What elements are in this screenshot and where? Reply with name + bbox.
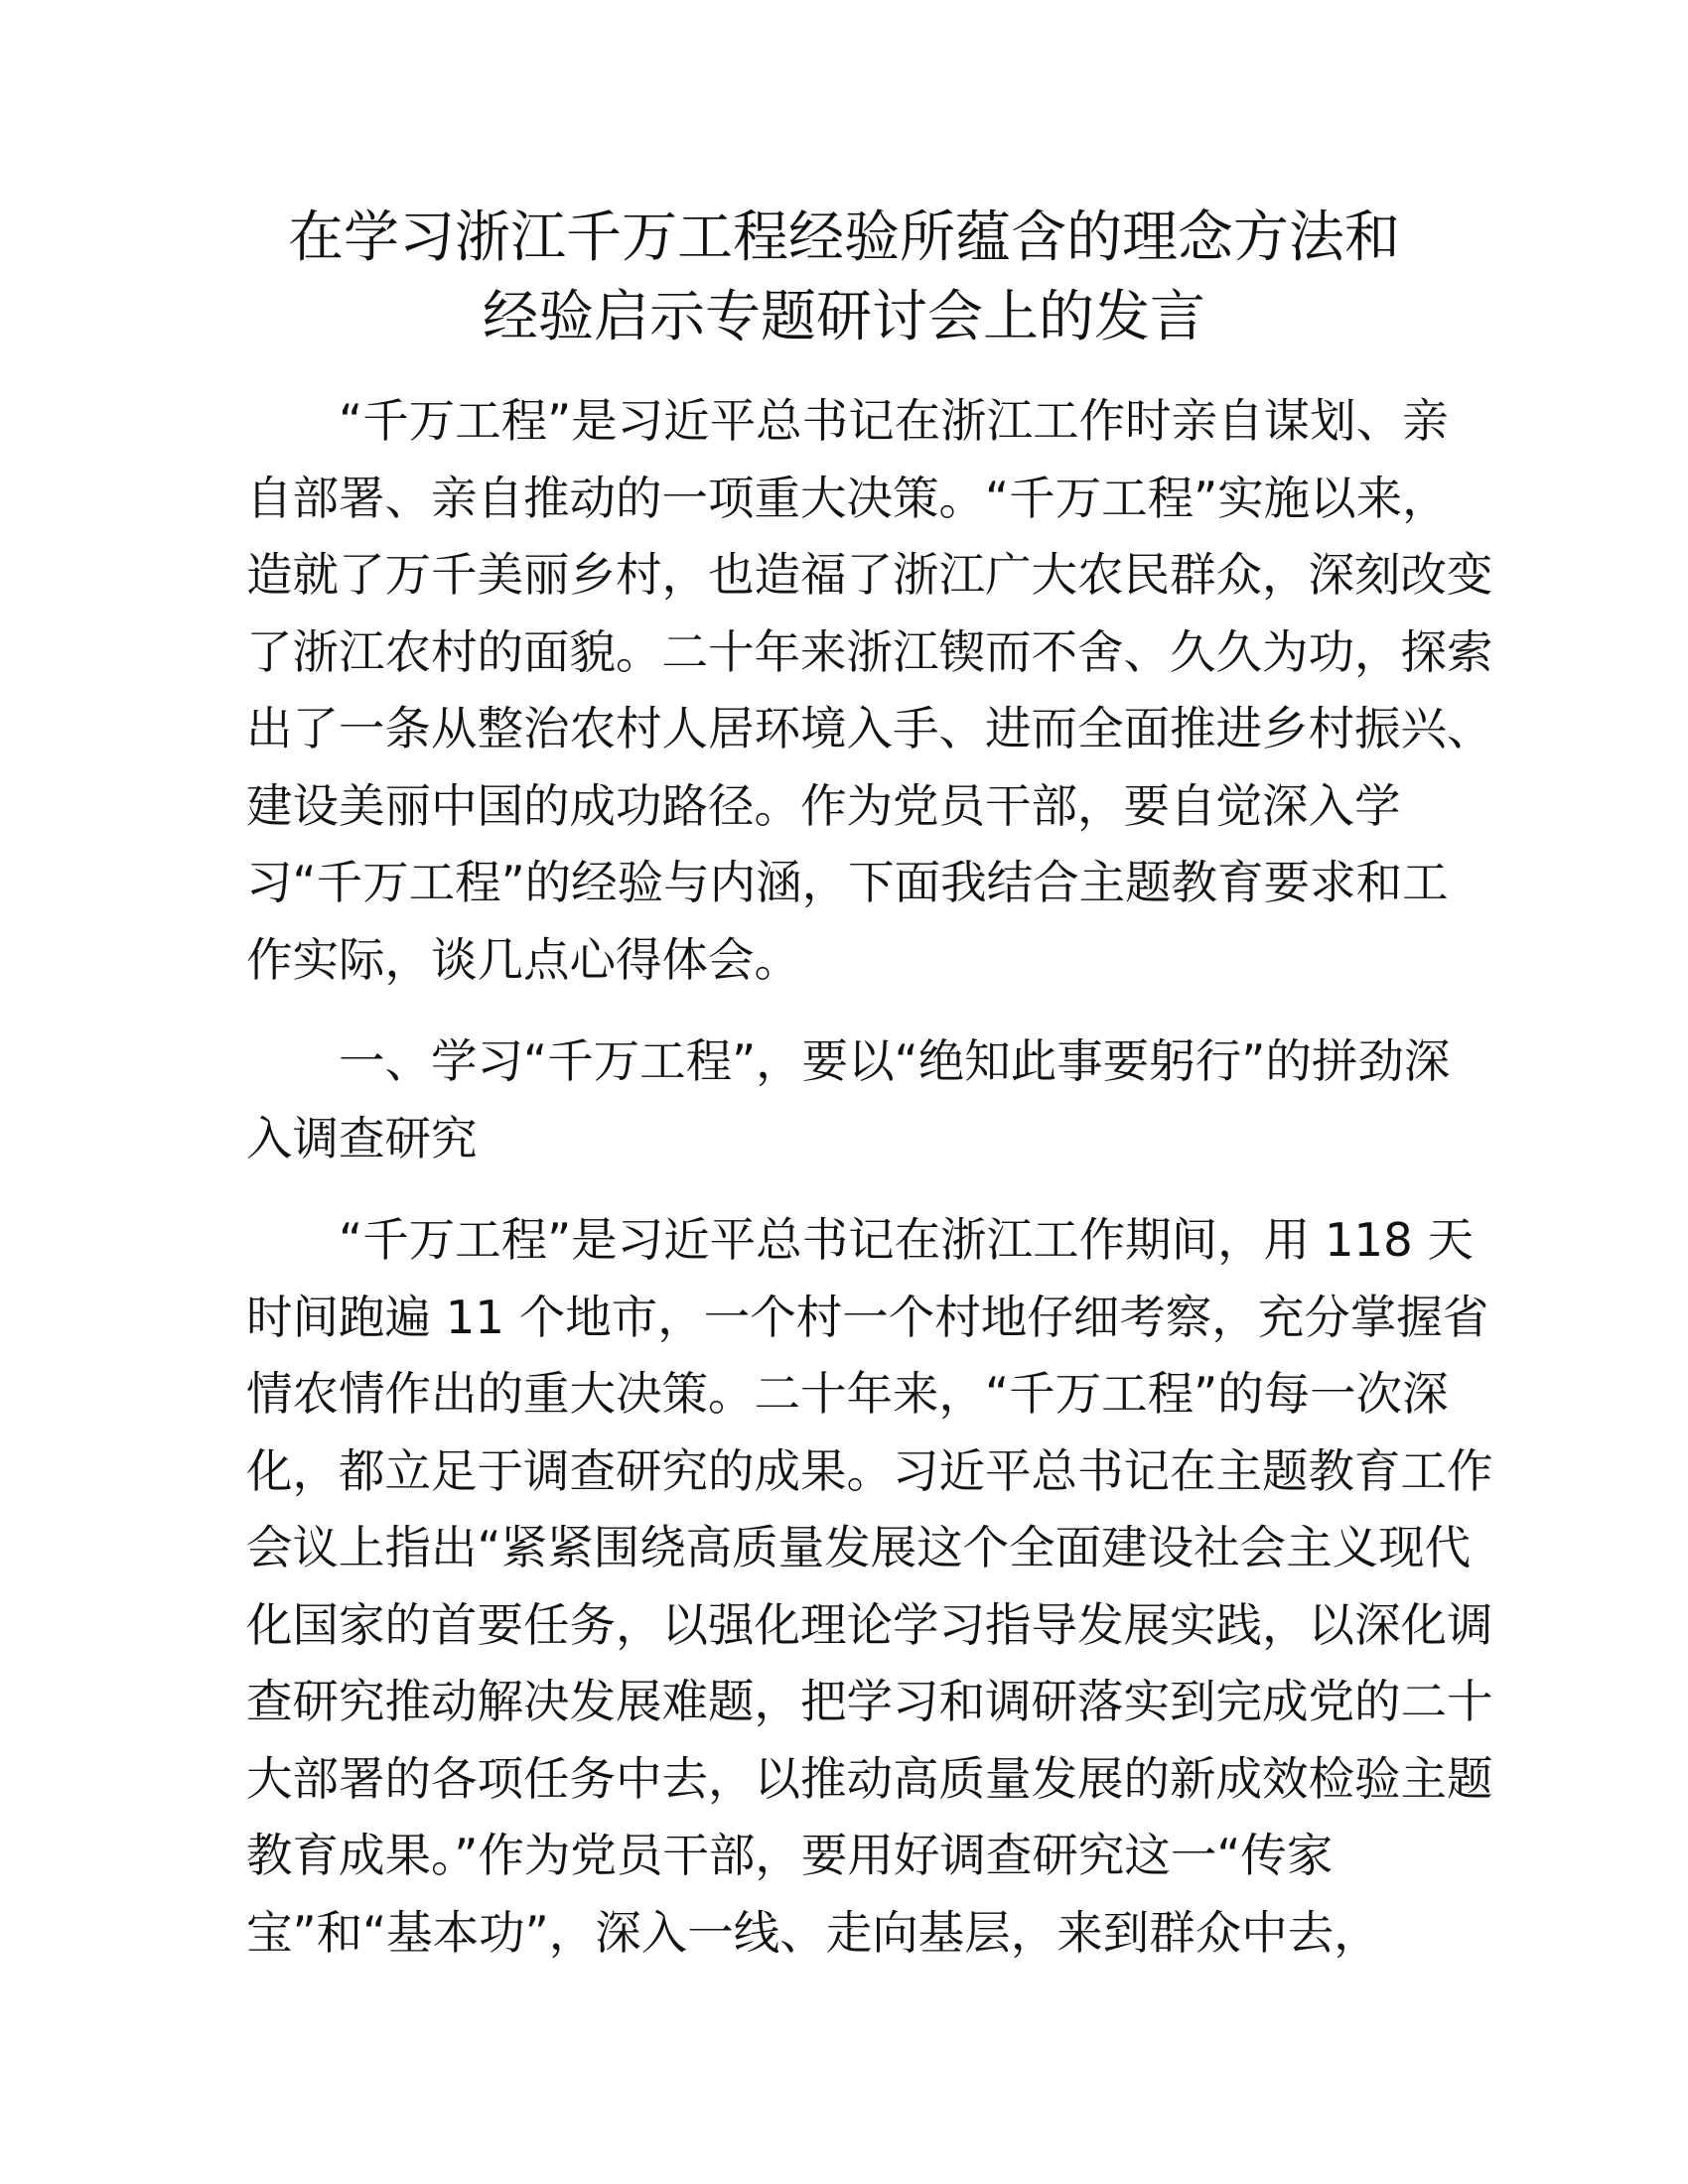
text-line: 化国家的首要任务，以强化理论学习指导发展实践，以深化调 [246, 1597, 1493, 1652]
paragraph-section-1-body [246, 1202, 1493, 1972]
text-line: 大部署的各项任务中去，以推动高质量发展的新成效检验主题 [246, 1751, 1493, 1806]
document-title [228, 199, 1460, 357]
text-line: 情农情作出的重大决策。二十年来，“千万工程”的每一次深 [246, 1367, 1449, 1421]
section-heading-1 [246, 1024, 1451, 1177]
text-line: 出了一条从整治农村人居环境入手、进而全面推进乡村振兴、 [246, 702, 1493, 755]
text-line: 了浙江农村的面貌。二十年来浙江锲而不舍、久久为功，探索 [246, 624, 1493, 679]
text-line: 时间跑遍 11 个地市，一个村一个村地仔细考察，充分掌握省 [246, 1290, 1489, 1344]
text-line: 化，都立足于调查研究的成果。习近平总书记在主题教育工作 [246, 1443, 1493, 1498]
heading-line: 入调查研究 [246, 1111, 478, 1165]
text-line: 习“千万工程”的经验与内涵，下面我结合主题教育要求和工 [246, 856, 1449, 909]
text-line: 会议上指出“紧紧围绕高质量发展这个全面建设社会主义现代 [246, 1521, 1472, 1574]
paragraph-spacer [246, 999, 1438, 1024]
paragraph-intro [246, 383, 1493, 999]
text-line: “千万工程”是习近平总书记在浙江工作期间，用 118 天 [339, 1213, 1474, 1267]
text-line: 教育成果。”作为党员干部，要用好调查研究这一“传家 [246, 1829, 1334, 1882]
text-line: 作实际，谈几点心得体会。 [246, 932, 800, 987]
title-line-2: 经验启示专题研讨会上的发言 [483, 285, 1205, 349]
title-line-1: 在学习浙江千万工程经验所蕴含的理念方法和 [288, 205, 1400, 270]
heading-line: 一、学习“千万工程”，要以“绝知此事要躬行”的拼劲深 [339, 1034, 1451, 1088]
text-line: 自部署、亲自推动的一项重大决策。“千万工程”实施以来， [246, 471, 1449, 525]
text-line: “千万工程”是习近平总书记在浙江工作时亲自谋划、亲 [339, 394, 1449, 448]
text-line: 建设美丽中国的成功路径。作为党员干部，要自觉深入学 [246, 778, 1401, 833]
text-line: 造就了万千美丽乡村，也造福了浙江广大农民群众，深刻改变 [246, 548, 1493, 602]
paragraph-spacer [246, 1177, 1438, 1202]
text-line: 查研究推动解决发展难题，把学习和调研落实到完成党的二十 [246, 1675, 1493, 1728]
text-line: 宝”和“基本功”，深入一线、走向基层，来到群众中去， [246, 1905, 1380, 1960]
document-body [246, 383, 1493, 1972]
